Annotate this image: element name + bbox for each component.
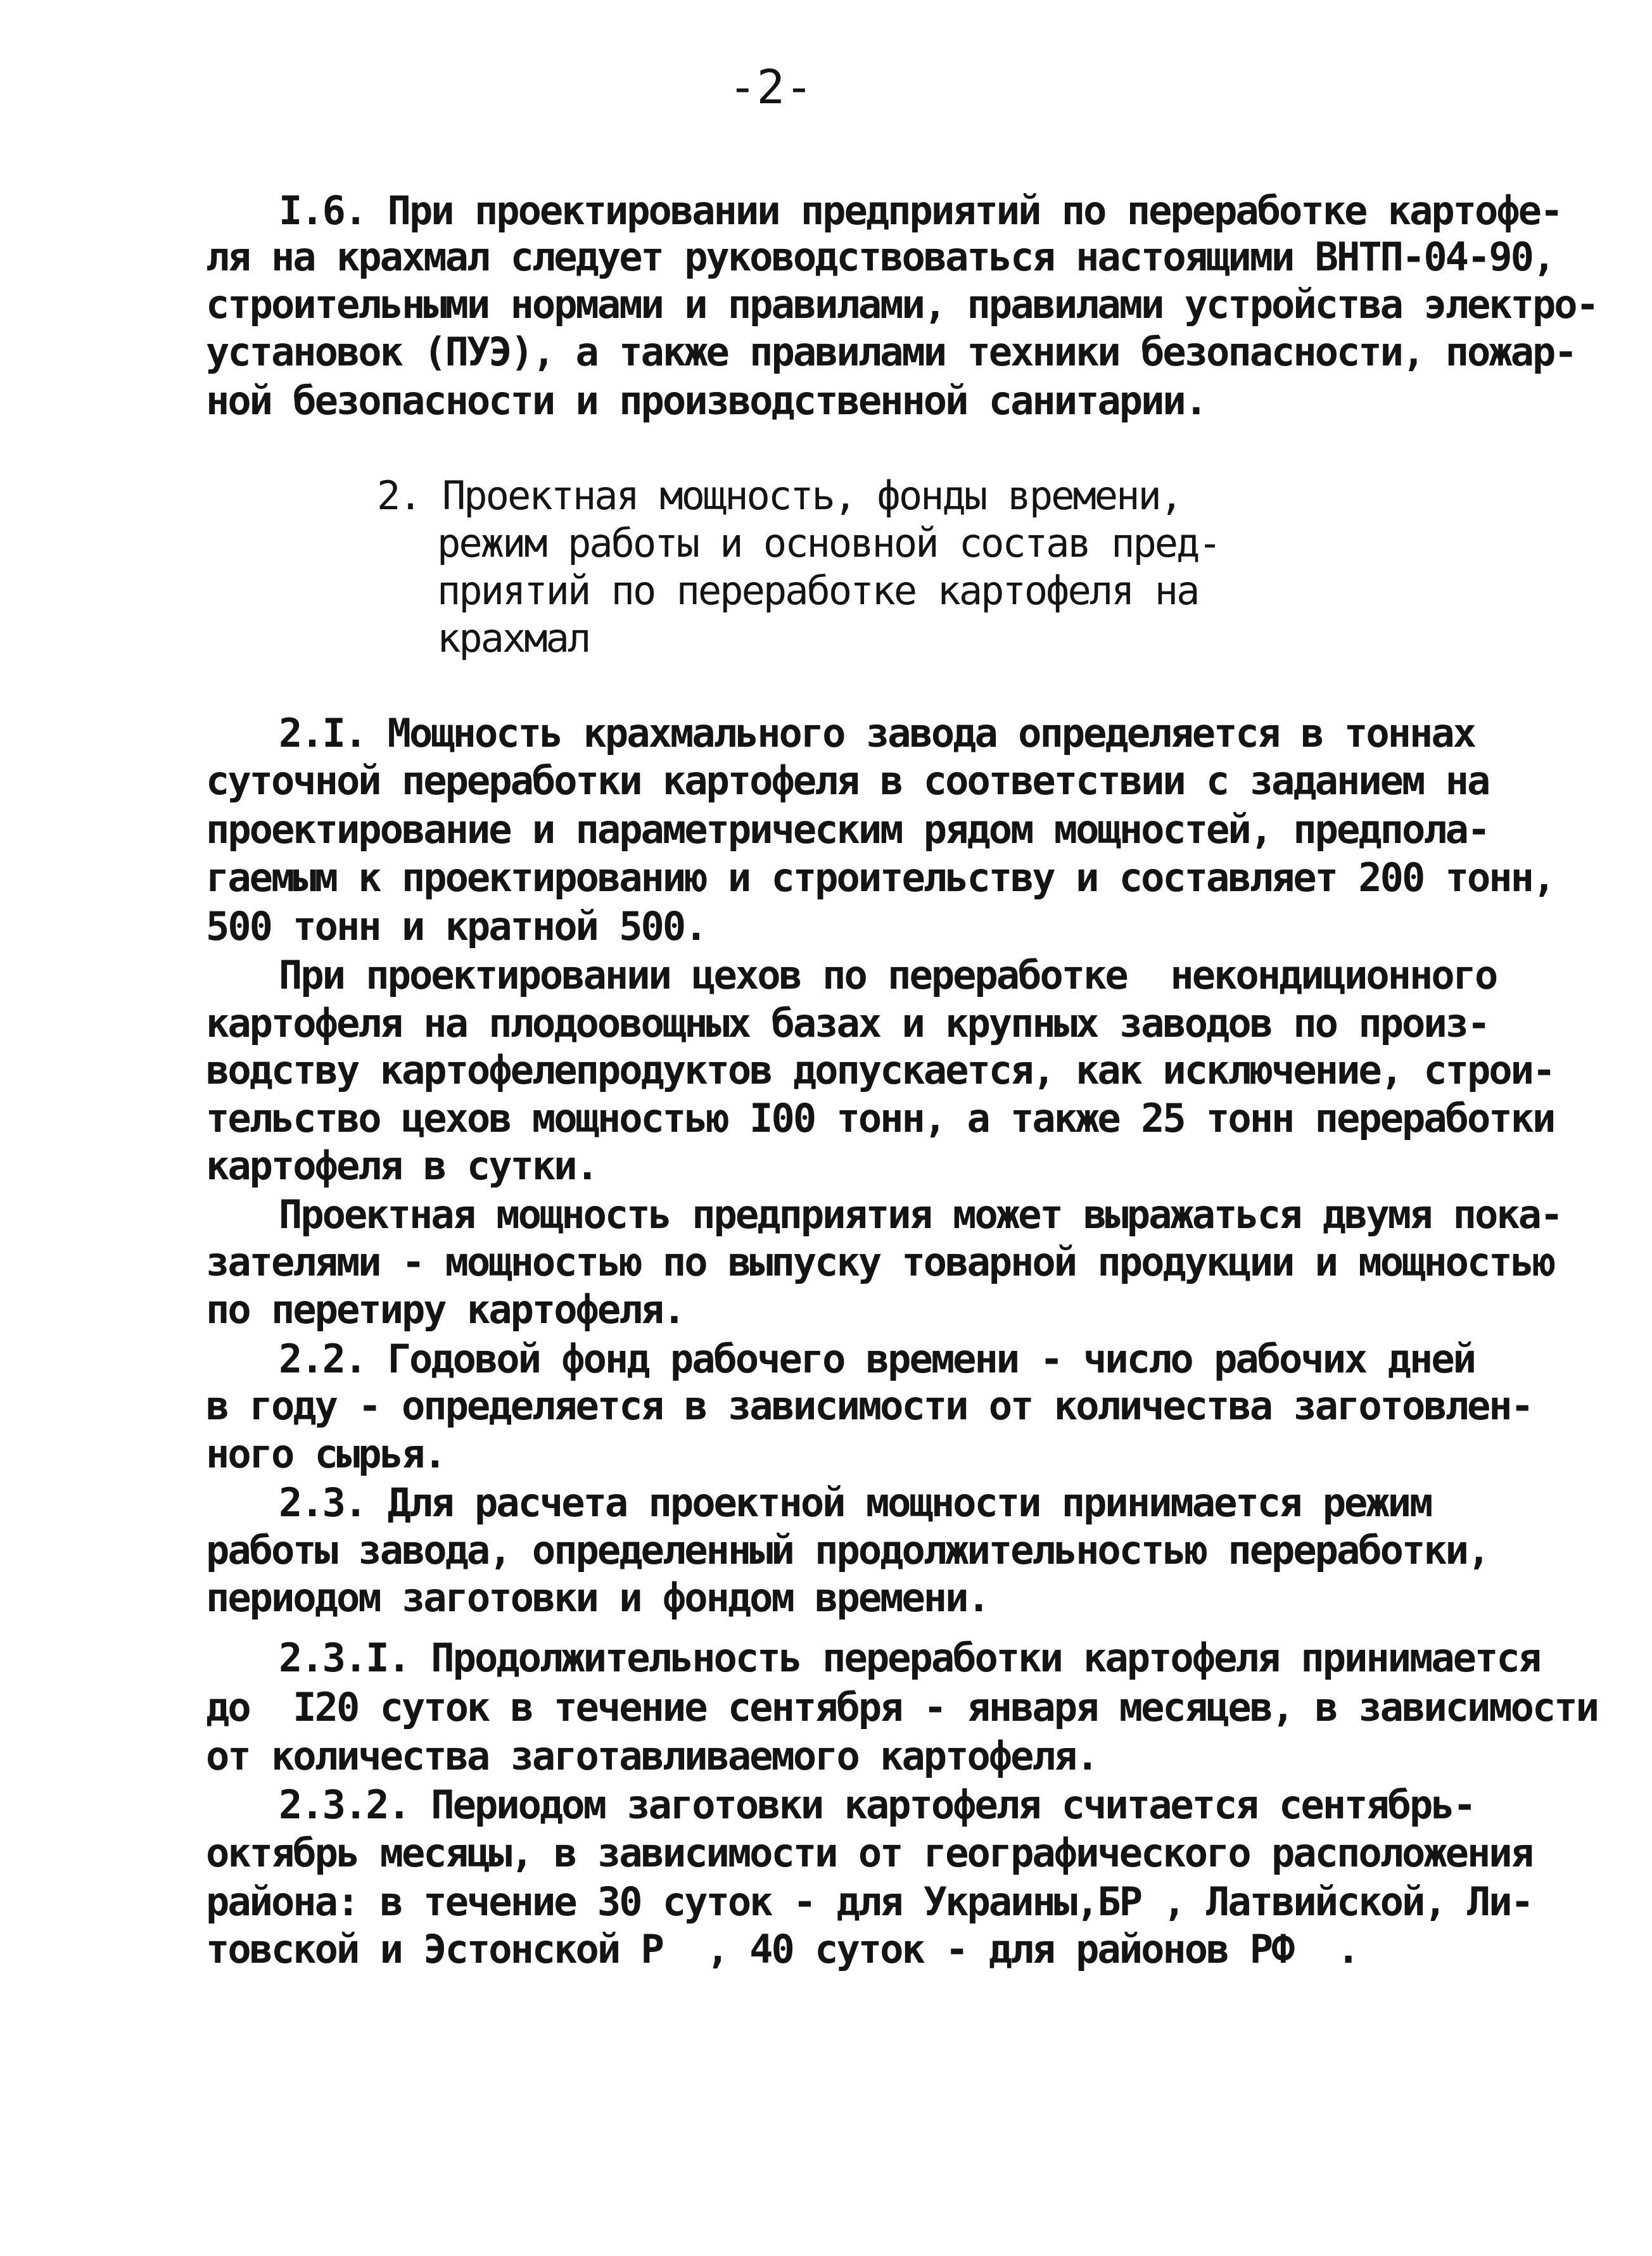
text-line: в году - определяется в зависимости от количества заготовлен- [206,1383,1532,1429]
text-line: работы завода, определенный продолжительностью переработки, [206,1527,1489,1573]
text-line: 2.3. Для расчета проектной мощности принимается режим [279,1480,1432,1526]
text-line: товской и Эстонской Р , 40 суток - для районов РФ . [206,1926,1359,1972]
heading-line: 2. Проектная мощность, фонды времени, [377,472,1182,519]
heading-line: крахмал [437,615,590,661]
text-line: до I20 суток в течение сентября - января месяцев, в зависимости [206,1684,1598,1730]
text-line: по перетиру картофеля. [206,1286,685,1333]
text-line: октябрь месяцы, в зависимости от географического расположения [206,1830,1532,1876]
heading-line: режим работы и основной состав пред- [437,520,1220,566]
text-line: суточной переработки картофеля в соответствии с заданием на [206,757,1489,804]
text-line: ного сырья. [206,1431,445,1477]
text-line: картофеля в сутки. [206,1143,597,1189]
text-line: водству картофелепродуктов допускается, как исключение, строи- [206,1047,1554,1093]
text-line: 2.3.2. Периодом заготовки картофеля считается сентябрь- [279,1782,1475,1828]
text-line: I.6. При проектировании предприятий по переработке картофе- [279,187,1562,234]
text-line: района: в течение 30 суток - для Украины,БР , Латвийской, Ли- [206,1879,1532,1925]
text-line: тельство цехов мощностью I00 тонн, а также 25 тонн переработки [206,1095,1554,1141]
text-line: установок (ПУЭ), а также правилами техники безопасности, пожар- [206,329,1576,375]
text-line: проектирование и параметрическим рядом мощностей, предпола- [206,806,1489,852]
text-line: гаемым к проектированию и строительству и составляет 200 тонн, [206,854,1554,901]
text-line: Проектная мощность предприятия может выражаться двумя пока- [279,1191,1562,1238]
text-line: периодом заготовки и фондом времени. [206,1575,989,1621]
text-line: от количества заготавливаемого картофеля. [206,1733,1098,1779]
text-line: 2.I. Мощность крахмального завода определяется в тоннах [279,710,1475,756]
text-line: 2.2. Годовой фонд рабочего времени - число рабочих дней [279,1336,1475,1382]
text-line: зателями - мощностью по выпуску товарной продукции и мощностью [206,1239,1554,1285]
text-line: 500 тонн и кратной 500. [206,903,706,949]
heading-line: приятий по переработке картофеля на [437,567,1198,614]
page-number: -2- [728,60,813,115]
text-line: картофеля на плодоовощных базах и крупных заводов по произ- [206,1000,1489,1046]
text-line: ля на крахмал следует руководствоваться настоящими ВНТП-04-90, [206,234,1554,280]
text-line: При проектировании цехов по переработке некондиционного [279,952,1497,998]
text-line: строительными нормами и правилами, правилами устройства электро- [206,281,1598,327]
text-line: 2.3.I. Продолжительность переработки картофеля принимается [279,1635,1540,1681]
text-line: ной безопасности и производственной санитарии. [206,377,1207,424]
